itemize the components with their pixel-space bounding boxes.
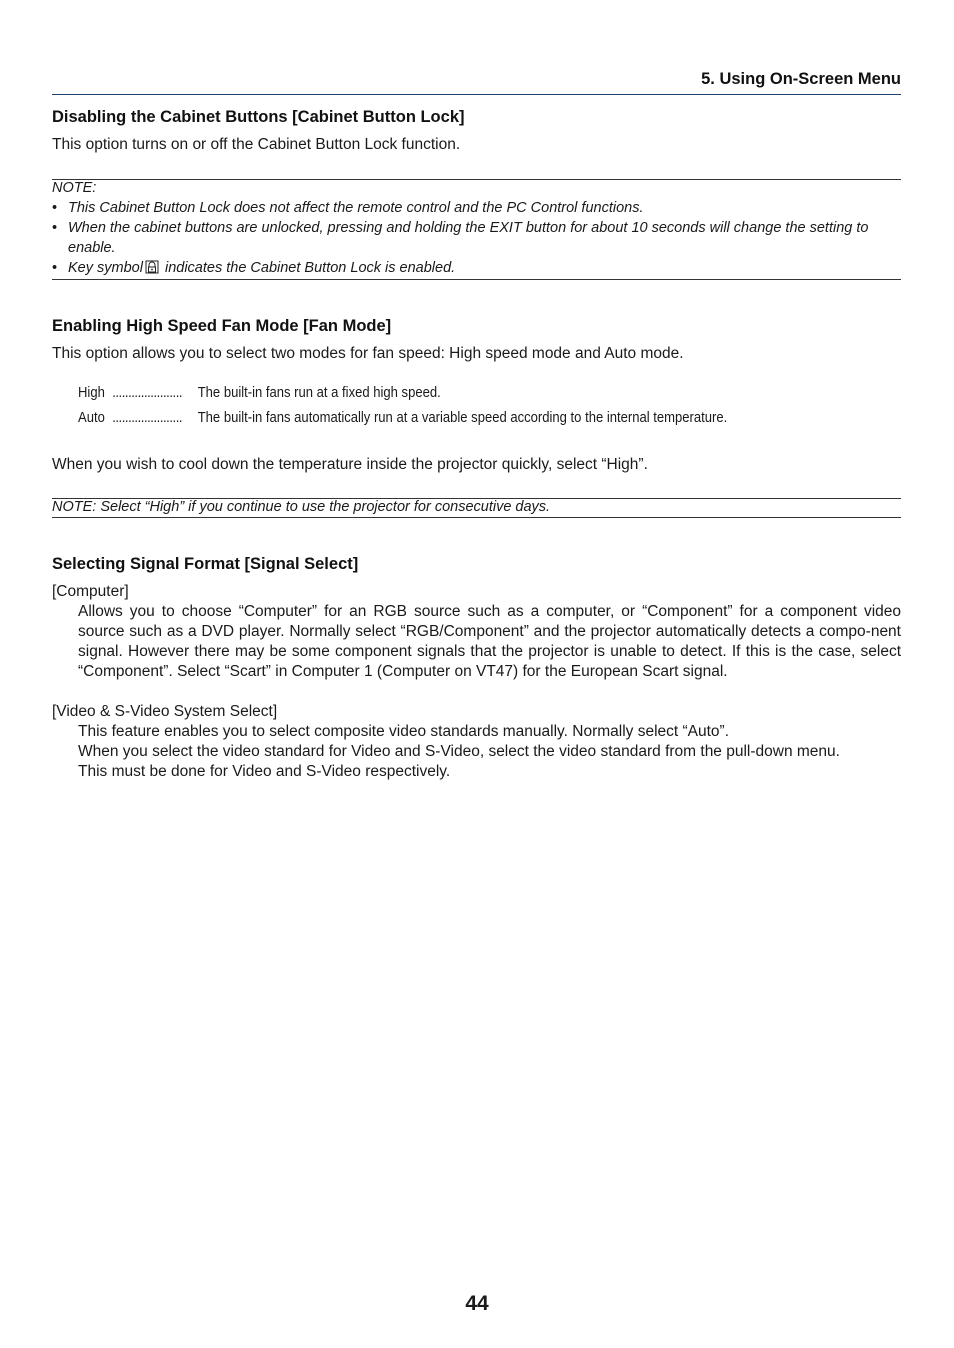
fan-option-auto [78,406,727,431]
fan-mode-note: NOTE: Select “High” if you continue to use the projector for consecutive days. [52,499,551,515]
note-item: • When the cabinet buttons are unlocked, pressing and holding the EXIT button for about 10 seconds will change the setting to enable. [52,218,901,258]
option-leader: ...................... [112,410,183,426]
fan-mode-intro: This option allows you to select two modes for fan speed: High speed mode and Auto mode. [52,345,684,362]
option-leader: ...................... [112,385,183,401]
option-description: The built-in fans run at a fixed high speed. [197,385,441,401]
chapter-title: 5. Using On-Screen Menu [701,70,901,88]
fan-option-high [78,381,727,406]
video-line: This must be done for Video and S-Video respectively. [78,763,451,780]
note-label: NOTE: [52,180,97,196]
signal-select-heading: Selecting Signal Format [Signal Select] [52,555,359,573]
option-term: High [78,385,105,401]
lock-icon [145,260,159,274]
key-note-before: Key symbol [68,260,143,276]
computer-text: Allows you to choose “Computer” for an RGB source such as a computer, or “Component” for a component video source such as a DVD player. Normally select “RGB/Component” and the projector automatically detects a compo-nent signal. However there may be some component signals that the projector is unable to detect. If this is the case, select “Component”. Select “Scart” in Computer 1 (Computer on VT47) for the European Scart signal. [78,603,901,680]
page-number: 44 [465,1292,489,1315]
fan-mode-heading: Enabling High Speed Fan Mode [Fan Mode] [52,317,392,335]
key-note-after: indicates the Cabinet Button Lock is enabled. [160,260,456,276]
option-term: Auto [78,410,105,426]
fan-mode-cool-down: When you wish to cool down the temperature inside the projector quickly, select “High”. [52,456,648,473]
note-list [52,198,901,278]
cabinet-lock-note [52,178,901,278]
fan-mode-options [78,381,727,431]
computer-label: [Computer] [52,583,129,600]
note-item-key [52,258,901,278]
video-description [78,722,901,782]
video-line: When you select the video standard for Video and S-Video, select the video standard from the pull-down menu. [78,743,840,760]
video-label: [Video & S-Video System Select] [52,703,278,720]
note-item: • This Cabinet Button Lock does not affect the remote control and the PC Control functions. [52,198,901,218]
computer-description [78,602,901,682]
cabinet-lock-heading: Disabling the Cabinet Buttons [Cabinet Button Lock] [52,108,465,126]
option-description: The built-in fans automatically run at a variable speed according to the internal temperature. [197,410,728,426]
note-bottom-rule [52,279,901,280]
header-rule [52,94,901,95]
fan-note-bottom-rule [52,517,901,518]
video-line: This feature enables you to select composite video standards manually. Normally select “Auto”. [78,723,730,740]
cabinet-lock-intro: This option turns on or off the Cabinet Button Lock function. [52,136,461,153]
